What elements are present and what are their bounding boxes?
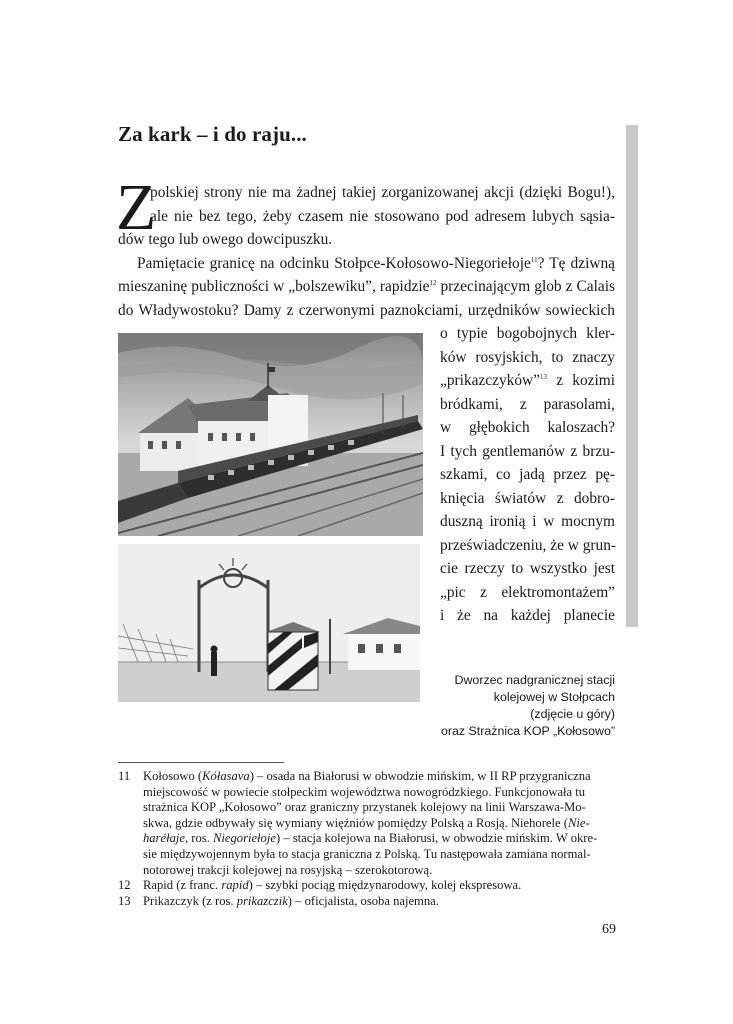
body-line: przeświadczeniu, że w grun- — [440, 537, 617, 554]
body-line: ale nie bez tego, żeby czasem nie stosowano pod adresem lubych sąsia- — [150, 208, 615, 225]
body-line: mieszaninę publiczności w „bolszewiku”, rapidzie$^{12}$ przecinającym glob z Calais — [118, 278, 615, 295]
body-line: knięcia światów z dobro- — [440, 490, 615, 507]
body-line: bródkami, z parasolami, — [440, 396, 615, 413]
body-line: „pic z elektromontażem” — [440, 584, 615, 601]
watchtower-photo — [118, 544, 420, 702]
photo-caption-line: kolejowej w Stołpcach — [493, 690, 615, 704]
footnote-number: 11 — [118, 769, 131, 783]
footnote-number: 13 — [118, 894, 131, 908]
body-line: ków rosyjskich, to znaczy — [440, 349, 615, 366]
body-line: Pamiętacie granicę na odcinku Stołpce-Kołosowo-Niegoriełoje$^{11}$? Tę dziwną — [137, 255, 615, 272]
body-line: do Władywostoku? Damy z czerwonymi paznokciami, urzędników sowieckich — [118, 302, 615, 319]
body-line: szkami, co jadą przez pę- — [440, 466, 615, 483]
footnote-text: Kołosowo (Kółasava) – osada na Białorusi w obwodzie mińskim, w II RP przygraniczna miejscowość w powiecie stołpeckim województwa nowogródzkiego. Funkcjonowała tu strażnica KOP „Kołosowo” oraz graniczny przystanek kolejowy na linii Warszawa-Mo- skwa, gdzie odbywały się wymiany więźniów pomiędzy Polską a Rosją. Niehorele (Nie- haréłaje, ros. Niegoriełoje) – stacja kolejowa na Białorusi, w obwodzie mińskim. W okre- sie międzywojennym była to stacja graniczna z Polską. Tu następowała zamiana normal- notorowej trakcji kolejowej na rosyjską – szerokotorową. — [143, 769, 598, 877]
body-line: o typie bogobojnych kler- — [440, 325, 615, 342]
photo-caption-line: oraz Strażnica KOP „Kołosowo” — [440, 724, 615, 738]
body-line: cie rzeczy to wszystko jest — [440, 560, 615, 577]
footnote-text: Prikazczyk (z ros. prikazczik) – oficjalista, osoba najemna. — [143, 894, 439, 908]
body-line: i że na każdej planecie — [440, 607, 615, 624]
footnote-text: Rapid (z franc. rapid) – szybki pociąg międzynarodowy, kolej ekspresowa. — [143, 878, 522, 892]
body-line: dów tego lub owego dowcipuszku. — [118, 231, 333, 248]
page-number: 69 — [602, 922, 616, 937]
body-line: w głębokich kaloszach? — [440, 419, 615, 436]
body-line: „prikazczyków”$^{13}$ z kozimi — [440, 372, 615, 389]
photo-caption-line: Dworzec nadgranicznej stacji — [454, 673, 615, 687]
station-photo — [118, 333, 423, 536]
photo-caption-line: (zdjęcie u góry) — [530, 707, 615, 721]
drop-cap: Z — [116, 171, 157, 244]
chapter-heading: Za kark – i do raju... — [118, 122, 307, 146]
decorative-sidebar-bar — [626, 125, 638, 627]
footnote-separator — [118, 762, 284, 763]
body-line: duszną ironią i w mocnym — [440, 513, 615, 530]
body-line: polskiej strony nie ma żadnej takiej zorganizowanej akcji (dzięki Bogu!), — [150, 184, 615, 201]
footnote-number: 12 — [118, 878, 131, 892]
body-line: I tych gentlemanów z brzu- — [440, 443, 615, 460]
